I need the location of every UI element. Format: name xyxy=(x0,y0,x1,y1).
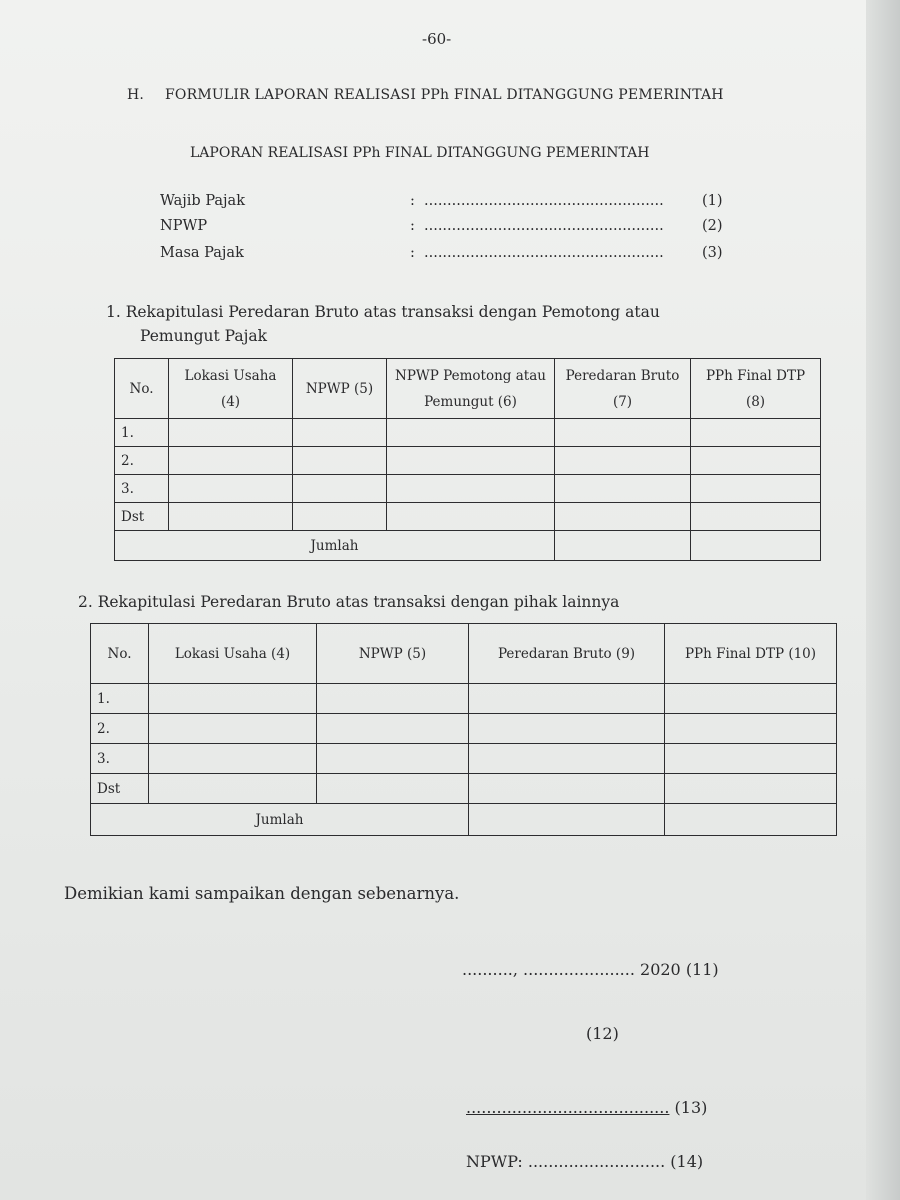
info-ref: (1) xyxy=(702,193,723,209)
closing-statement: Demikian kami sampaikan dengan sebenarnya. xyxy=(64,884,460,903)
table-row xyxy=(91,744,837,774)
total-peredaran xyxy=(555,531,691,561)
cell-pph xyxy=(691,503,821,531)
col-header-pph-final-dtp: PPh Final DTP (10) xyxy=(665,624,837,684)
signature-name-line xyxy=(466,1098,707,1117)
cell-peredaran xyxy=(469,744,665,774)
section2-title: 2. Rekapitulasi Peredaran Bruto atas transaksi dengan pihak lainnya xyxy=(78,593,620,611)
info-dots: .................................................... xyxy=(424,193,664,209)
info-row-masa-pajak xyxy=(160,245,723,261)
page-number: -60- xyxy=(422,30,452,48)
section1-title-line2: Pemungut Pajak xyxy=(140,327,268,345)
cell-npwp xyxy=(293,447,387,475)
info-dots: .................................................... xyxy=(424,245,664,261)
info-ref: (2) xyxy=(702,218,723,234)
cell-npwp xyxy=(317,774,469,804)
cell-pph xyxy=(691,447,821,475)
total-pph xyxy=(665,804,837,836)
section-heading xyxy=(127,87,724,103)
info-ref: (3) xyxy=(702,245,723,261)
table-header-row xyxy=(115,359,821,419)
cell-lokasi xyxy=(149,714,317,744)
col-header-npwp: NPWP (5) xyxy=(293,359,387,419)
total-peredaran xyxy=(469,804,665,836)
info-colon: : xyxy=(410,193,415,209)
cell-peredaran xyxy=(469,774,665,804)
cell-pph xyxy=(665,714,837,744)
cell-lokasi xyxy=(169,475,293,503)
section1-title-line1: 1. Rekapitulasi Peredaran Bruto atas transaksi dengan Pemotong atau xyxy=(106,303,660,321)
cell-npwp-pemotong xyxy=(387,419,555,447)
cell-lokasi xyxy=(149,684,317,714)
signature-name-dots: ........................................ xyxy=(466,1098,670,1117)
row-number: 3. xyxy=(91,744,149,774)
signature-ref-13: (13) xyxy=(674,1098,708,1117)
info-colon: : xyxy=(410,218,415,234)
info-label: NPWP xyxy=(160,218,208,234)
table-row xyxy=(91,684,837,714)
total-pph xyxy=(691,531,821,561)
cell-peredaran xyxy=(555,447,691,475)
cell-pph xyxy=(691,419,821,447)
cell-lokasi xyxy=(169,503,293,531)
cell-pph xyxy=(665,774,837,804)
signature-date-line: .........., ...................... 2020 (11) xyxy=(462,960,719,979)
row-number: 1. xyxy=(115,419,169,447)
table-total-row xyxy=(115,531,821,561)
cell-npwp xyxy=(317,744,469,774)
row-number: 3. xyxy=(115,475,169,503)
table-pemotong xyxy=(114,358,821,561)
cell-pph xyxy=(691,475,821,503)
col-header-pph-final-dtp: PPh Final DTP (8) xyxy=(691,359,821,419)
row-number: Dst xyxy=(91,774,149,804)
table-row xyxy=(91,714,837,744)
cell-npwp-pemotong xyxy=(387,475,555,503)
row-number: Dst xyxy=(115,503,169,531)
cell-peredaran xyxy=(555,419,691,447)
cell-npwp-pemotong xyxy=(387,503,555,531)
info-label: Masa Pajak xyxy=(160,245,244,261)
cell-peredaran xyxy=(469,714,665,744)
form-title: LAPORAN REALISASI PPh FINAL DITANGGUNG PEMERINTAH xyxy=(190,145,650,161)
info-row-npwp xyxy=(160,218,723,234)
section-heading-text: FORMULIR LAPORAN REALISASI PPh FINAL DITANGGUNG PEMERINTAH xyxy=(165,87,724,103)
table-row xyxy=(115,503,821,531)
total-label: Jumlah xyxy=(91,804,469,836)
row-number: 1. xyxy=(91,684,149,714)
cell-npwp xyxy=(293,419,387,447)
col-header-no: No. xyxy=(115,359,169,419)
table-row xyxy=(91,774,837,804)
info-label: Wajib Pajak xyxy=(160,193,245,209)
cell-npwp xyxy=(293,475,387,503)
table-row xyxy=(115,447,821,475)
cell-lokasi xyxy=(149,744,317,774)
cell-lokasi xyxy=(169,419,293,447)
cell-peredaran xyxy=(555,475,691,503)
paper-edge xyxy=(866,0,900,1200)
info-dots: .................................................... xyxy=(424,218,664,234)
table-row xyxy=(115,419,821,447)
cell-pph xyxy=(665,684,837,714)
col-header-lokasi-usaha: Lokasi Usaha (4) xyxy=(169,359,293,419)
cell-lokasi xyxy=(169,447,293,475)
table-row xyxy=(115,475,821,503)
signature-ref-12: (12) xyxy=(586,1024,619,1043)
col-header-lokasi-usaha: Lokasi Usaha (4) xyxy=(149,624,317,684)
col-header-peredaran-bruto: Peredaran Bruto (9) xyxy=(469,624,665,684)
total-label: Jumlah xyxy=(115,531,555,561)
signature-npwp-line: NPWP: ........................... (14) xyxy=(466,1152,704,1171)
table-pihak-lainnya xyxy=(90,623,837,836)
cell-pph xyxy=(665,744,837,774)
row-number: 2. xyxy=(115,447,169,475)
cell-npwp-pemotong xyxy=(387,447,555,475)
col-header-no: No. xyxy=(91,624,149,684)
info-row-wajib-pajak xyxy=(160,193,723,209)
cell-peredaran xyxy=(469,684,665,714)
info-colon: : xyxy=(410,245,415,261)
section-heading-label: H. xyxy=(127,87,145,103)
col-header-peredaran-bruto: Peredaran Bruto (7) xyxy=(555,359,691,419)
cell-peredaran xyxy=(555,503,691,531)
col-header-npwp-pemotong: NPWP Pemotong atau Pemungut (6) xyxy=(387,359,555,419)
cell-npwp xyxy=(317,714,469,744)
col-header-npwp: NPWP (5) xyxy=(317,624,469,684)
cell-npwp xyxy=(293,503,387,531)
row-number: 2. xyxy=(91,714,149,744)
cell-npwp xyxy=(317,684,469,714)
table-header-row xyxy=(91,624,837,684)
table-total-row xyxy=(91,804,837,836)
cell-lokasi xyxy=(149,774,317,804)
